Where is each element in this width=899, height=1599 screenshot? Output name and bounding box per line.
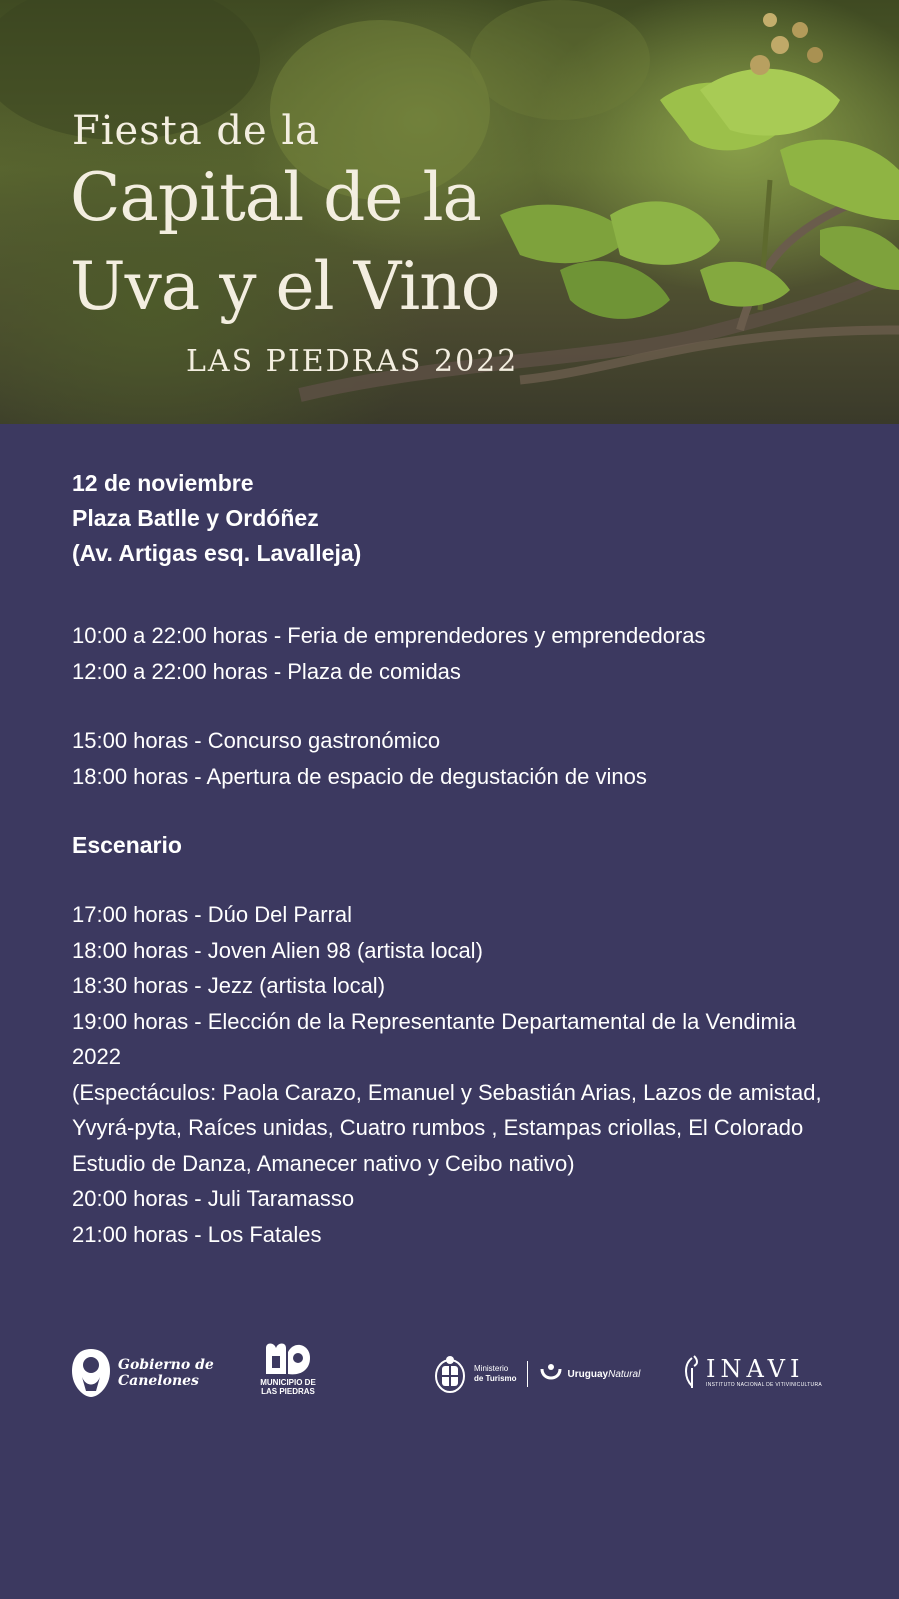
schedule-item: 10:00 a 22:00 horas - Feria de emprendedores y emprendedoras: [72, 623, 706, 648]
stage-item: 18:30 horas - Jezz (artista local): [72, 973, 386, 998]
title-line-2: Capital de la: [70, 159, 481, 236]
title-line-3: Uva y el Vino: [70, 248, 500, 325]
schedule-item: 18:00 horas - Apertura de espacio de degustación de vinos: [72, 763, 647, 789]
schedule-item: 15:00 horas - Concurso gastronómico: [72, 728, 441, 753]
inavi-logo: [680, 1354, 822, 1390]
inavi-title: INAVI: [706, 1354, 805, 1383]
event-info: [72, 466, 862, 1252]
municipio-line1: MUNICIPIO DE: [260, 1378, 316, 1387]
municipio-line2: LAS PIEDRAS: [261, 1387, 315, 1396]
event-place: Plaza Batlle y Ordóñez: [72, 505, 319, 531]
title-subtitle: LAS PIEDRAS 2022: [186, 344, 519, 379]
event-date: 12 de noviembre: [72, 470, 254, 496]
canelones-icon: [70, 1347, 112, 1399]
ministerio-logo: [432, 1354, 640, 1394]
event-address: (Av. Artigas esq. Lavalleja): [72, 540, 362, 566]
ministerio-line1: Ministerio: [474, 1364, 509, 1373]
stage-item: 20:00 horas - Juli Taramasso: [72, 1186, 355, 1211]
uruguay-italic: Natural: [608, 1368, 641, 1380]
uruguay-natural-icon: [538, 1361, 564, 1387]
stage-item: 18:00 horas - Joven Alien 98 (artista local): [72, 937, 483, 963]
stage-item-note: (Espectáculos: Paola Carazo, Emanuel y Sebastián Arias, Lazos de amistad, Yvyrá-pyta, Raíces unidas, Cuatro rumbos , Estampas criollas, El Colorado Estudio de Danza, Amanecer nativo y Ceibo nativo): [72, 1079, 822, 1176]
coat-of-arms-icon: [432, 1354, 468, 1394]
municipio-logo: [260, 1340, 316, 1396]
inavi-icon: [680, 1354, 704, 1390]
sponsor-logos: [0, 1340, 899, 1410]
municipio-icon: [260, 1340, 316, 1378]
hero-image: [0, 0, 899, 424]
ministerio-line2: de Turismo: [474, 1374, 517, 1383]
canelones-line1: Gobierno de: [118, 1357, 214, 1373]
inavi-subtitle: INSTITUTO NACIONAL DE VITIVINICULTURA: [706, 1381, 823, 1388]
schedule-item: 12:00 a 22:00 horas - Plaza de comidas: [72, 658, 461, 684]
canelones-logo: [70, 1347, 214, 1399]
title-line-1: Fiesta de la: [72, 108, 321, 154]
uruguay-bold: Uruguay: [567, 1368, 609, 1380]
stage-item: 19:00 horas - Elección de la Representante Departamental de la Vendimia 2022: [72, 1008, 797, 1069]
canelones-line2: Canelones: [118, 1373, 199, 1389]
stage-heading: Escenario: [72, 832, 182, 858]
stage-item: 21:00 horas - Los Fatales: [72, 1221, 322, 1247]
logo-divider: [527, 1361, 528, 1387]
stage-item: 17:00 horas - Dúo Del Parral: [72, 902, 353, 927]
